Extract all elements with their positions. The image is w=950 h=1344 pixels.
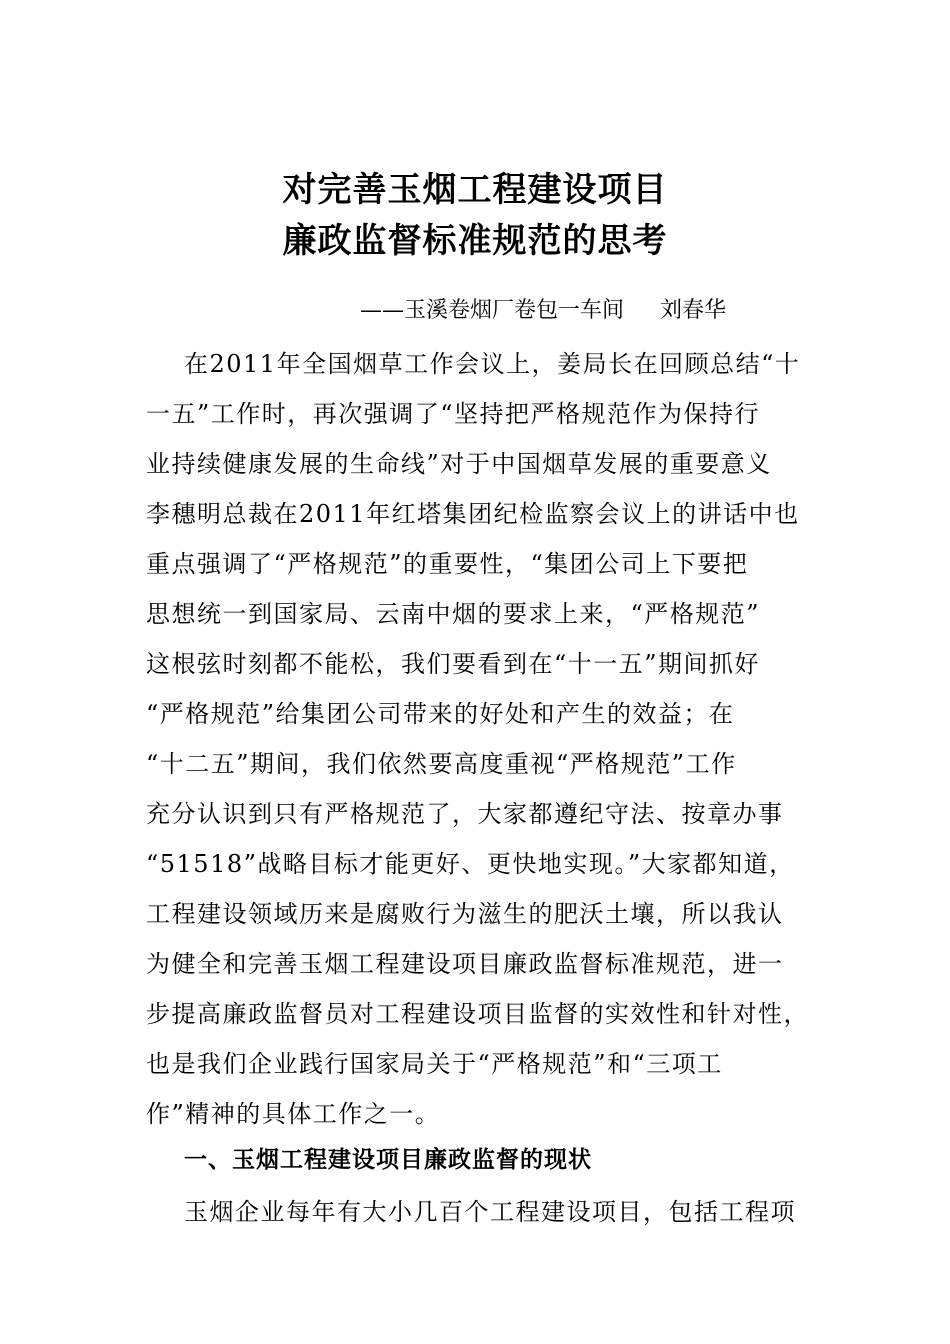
paragraph-line: 重点强调了“严格规范”的重要性，“集团公司上下要把 <box>146 550 749 578</box>
paragraph-line: “十二五”期间，我们依然要高度重视“严格规范”工作 <box>146 750 737 778</box>
paragraph-line: 作”精神的具体工作之一。 <box>146 1100 441 1128</box>
paragraph-line: 在2011年全国烟草工作会议上，姜局长在回顾总结“十 <box>184 350 801 378</box>
byline <box>360 296 726 326</box>
paragraph-line: 工程建设领域历来是腐败行为滋生的肥沃土壤，所以我认 <box>146 900 784 928</box>
paragraph-line: 一五”工作时，再次强调了“坚持把严格规范作为保持行 <box>146 400 761 428</box>
paragraph-line: “严格规范”给集团公司带来的好处和产生的效益；在 <box>146 700 735 728</box>
paragraph-line: 为健全和完善玉烟工程建设项目廉政监督标准规范，进一 <box>146 950 784 978</box>
section-heading: 一、玉烟工程建设项目廉政监督的现状 <box>184 1147 592 1173</box>
paragraph-line: 李穗明总裁在2011年红塔集团纪检监察会议上的讲话中也 <box>146 500 800 528</box>
paragraph-line: 思想统一到国家局、云南中烟的要求上来，“严格规范” <box>146 600 761 628</box>
byline-affiliation: ——玉溪卷烟厂卷包一车间 <box>360 298 625 323</box>
paragraph-line: 业持续健康发展的生命线”对于中国烟草发展的重要意义 <box>146 450 772 478</box>
byline-author: 刘春华 <box>660 298 727 323</box>
paragraph-line: 步提高廉政监督员对工程建设项目监督的实效性和针对性， <box>146 1000 809 1028</box>
paragraph-line: 这根弦时刻都不能松，我们要看到在“十一五”期间抓好 <box>146 650 761 678</box>
paragraph-line: “51518”战略目标才能更好、更快地实现。”大家都知道， <box>146 850 795 878</box>
document-title-line-1: 对完善玉烟工程建设项目 <box>282 170 668 210</box>
paragraph-line: 玉烟企业每年有大小几百个工程建设项目，包括工程项 <box>184 1198 796 1226</box>
paragraph-line: 也是我们企业践行国家局关于“严格规范”和“三项工 <box>146 1050 723 1078</box>
document-title-line-2: 廉政监督标准规范的思考 <box>282 221 668 261</box>
paragraph-line: 充分认识到只有严格规范了，大家都遵纪守法、按章办事 <box>146 800 784 828</box>
